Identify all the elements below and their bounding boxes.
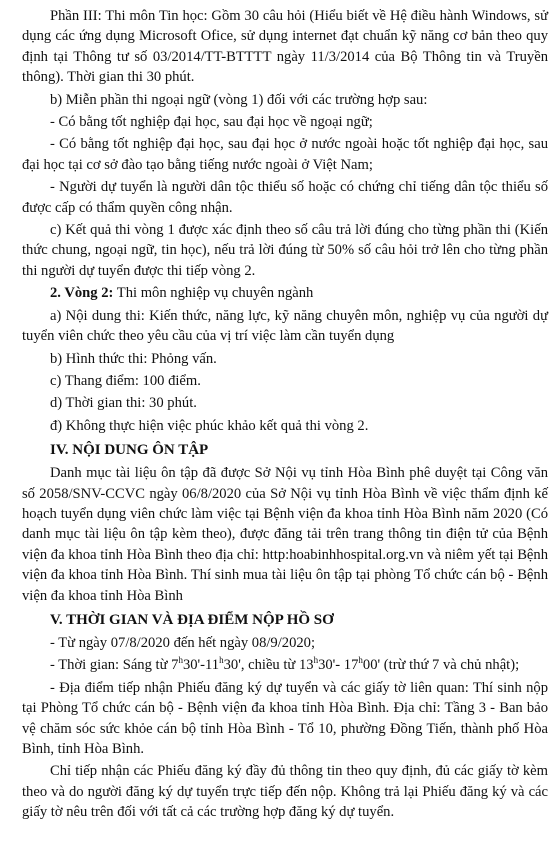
- hour-mark: h: [178, 655, 183, 666]
- paragraph-round2-no-review: đ) Không thực hiện việc phúc khảo kết quả thi vòng 2.: [50, 417, 369, 434]
- hours-part-b: 30', chiều từ 13: [223, 657, 314, 674]
- paragraph-review-materials: Danh mục tài liệu ôn tập đã được Sở Nội vụ tỉnh Hòa Bình phê duyệt tại Công văn số 2058/SNV-CCVC ngày 06/8/2020 của Sở Nội vụ tỉnh Hòa Bình về việc thẩm định kế hoạch tuyển dụng viên chức làm việc tại Bệnh viện đa khoa tỉnh Hòa Bình năm 2020 (Có danh mục tài liệu ôn tập kèm theo), được đăng tải trên trang thông tin điện tử của Bệnh viện đa khoa tỉnh Hòa Bình theo địa chỉ: http:hoabinhhospital.org.vn và niêm yết tại Bệnh viện đa khoa tỉnh Hòa Bình. Thí sinh mua tài liệu ôn tập tại phòng Tổ chức cán bộ - Bệnh viện đa khoa tỉnh Hòa Bình: [22, 465, 548, 604]
- paragraph-round2-time: d) Thời gian thi: 30 phút.: [50, 395, 197, 412]
- exemption-item-1: - Có bằng tốt nghiệp đại học, sau đại học về ngoại ngữ;: [50, 114, 373, 131]
- paragraph-round1-result: c) Kết quả thi vòng 1 được xác định theo số câu trả lời đúng cho từng phần thi (Kiến thức chung, ngoại ngữ, tin học), nếu trả lời đúng từ 50% số câu hỏi trở lên cho từng phần thi người dự tuyển được thi tiếp vòng 2.: [22, 222, 548, 279]
- round2-label: 2. Vòng 2:: [50, 285, 114, 302]
- paragraph-submission-location: - Địa điểm tiếp nhận Phiếu đăng ký dự tuyển và các giấy tờ liên quan: Thí sinh nộp tại Phòng Tổ chức cán bộ - Bệnh viện đa khoa tỉnh Hòa Bình. Địa chỉ: Tầng 3 - Ban bảo vệ chăm sóc sức khỏe cán bộ tỉnh Hòa Bình - Tổ 10, phường Đồng Tiến, thành phố Hòa Bình, tỉnh Hòa Bình.: [22, 679, 548, 757]
- round2-text: Thi môn nghiệp vụ chuyên ngành: [113, 285, 314, 302]
- paragraph-round2-format: b) Hình thức thi: Phỏng vấn.: [50, 350, 217, 367]
- section-heading-review-content: IV. NỘI DUNG ÔN TẬP: [50, 442, 209, 459]
- exemption-item-2: - Có bằng tốt nghiệp đại học, sau đại học ở nước ngoài hoặc tốt nghiệp đại học, sau đại học tại cơ sở đào tạo bằng tiếng nước ngoài ở Việt Nam;: [22, 136, 548, 173]
- paragraph-round2: [22, 283, 548, 303]
- hour-mark: h: [313, 655, 319, 666]
- hour-mark: h: [358, 655, 363, 666]
- paragraph-round2-content: a) Nội dung thi: Kiến thức, năng lực, kỹ năng chuyên môn, nghiệp vụ của người dự tuyển viên chức theo yêu cầu của vị trí việc làm cần tuyển dụng: [22, 307, 548, 345]
- paragraph-exemption-intro: b) Miễn phần thi ngoại ngữ (vòng 1) đối với các trường hợp sau:: [50, 91, 428, 108]
- hours-prefix: - Thời gian: Sáng từ 7: [50, 657, 179, 674]
- hours-part-c: 30'- 17: [318, 657, 359, 674]
- hours-part-a: 30'-11: [182, 657, 220, 674]
- paragraph-submission-hours: [22, 655, 548, 675]
- exemption-item-3: - Người dự tuyển là người dân tộc thiểu số hoặc có chứng chỉ tiếng dân tộc thiểu số được cấp có thẩm quyền công nhận.: [22, 179, 548, 216]
- paragraph-round2-score: c) Thang điểm: 100 điểm.: [50, 372, 201, 389]
- hour-mark: h: [219, 655, 224, 666]
- section-heading-submission: V. THỜI GIAN VÀ ĐỊA ĐIỂM NỘP HỒ SƠ: [50, 611, 334, 628]
- paragraph-part3-it-exam: Phần III: Thi môn Tin học: Gồm 30 câu hỏi (Hiểu biết về Hệ điều hành Windows, sử dụng các ứng dụng Microsoft Ofice, sử dụng internet đạt chuẩn kỹ năng cơ bản theo quy định tại Thông tư số 03/2014/TT-BTTTT ngày 11/3/2014 của Bộ Thông tin và Truyền thông). Thời gian thi 30 phút.: [22, 8, 548, 86]
- hours-part-d: 00' (trừ thứ 7 và chủ nhật);: [362, 657, 520, 674]
- paragraph-submission-note: Chỉ tiếp nhận các Phiếu đăng ký đầy đủ thông tin theo quy định, đủ các giấy tờ kèm theo và do người đăng ký dự tuyển trực tiếp đến nộp. Không trả lại Phiếu đăng ký và các giấy tờ nêu trên đối với tất cả các trường hợp đăng ký dự tuyển.: [22, 763, 548, 821]
- paragraph-submission-dates: - Từ ngày 07/8/2020 đến hết ngày 08/9/2020;: [50, 634, 316, 651]
